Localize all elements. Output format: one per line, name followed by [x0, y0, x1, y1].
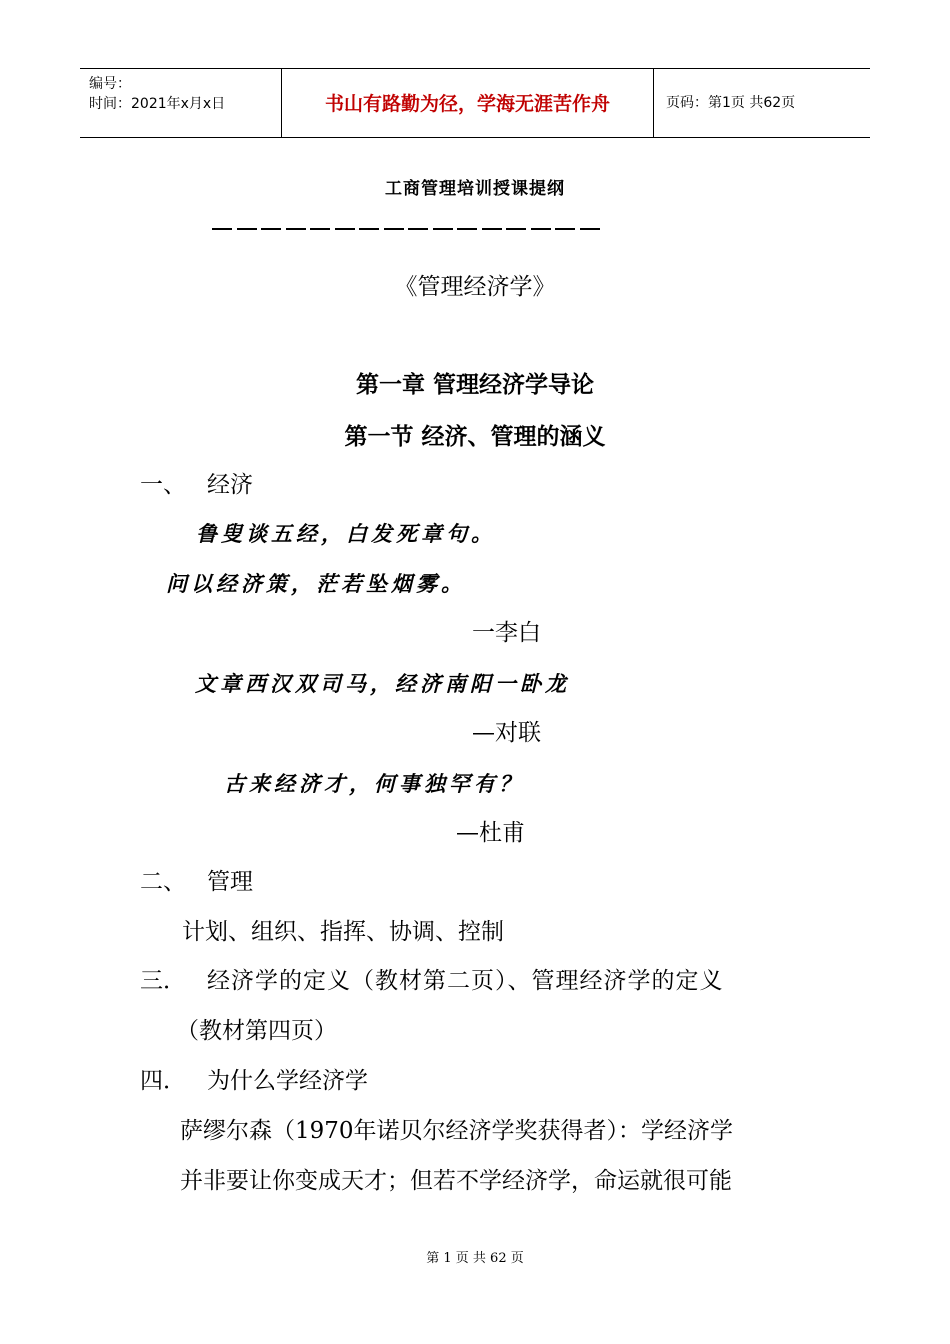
poem-line: 鲁叟谈五经，白发死章句。: [196, 521, 496, 546]
header-page-info: 页码：第1页 共62页: [666, 95, 796, 111]
item-heading: 为什么学经济学: [207, 1068, 368, 1094]
header-meta: [89, 74, 225, 114]
header-table: [80, 68, 870, 138]
item-continuation: （教材第四页）: [176, 1018, 337, 1044]
poem-author: —杜甫: [456, 820, 525, 846]
item-heading: 经济: [207, 472, 253, 498]
number-label: 编号：: [89, 76, 131, 92]
item-detail: 计划、组织、指挥、协调、控制: [182, 919, 504, 945]
poem-author: —对联: [472, 720, 541, 746]
section-heading: 第一节 经济、管理的涵义: [344, 424, 606, 450]
paragraph-line: 萨缪尔森（1970年诺贝尔经济学奖获得者）：学经济学: [180, 1118, 734, 1144]
page-footer: 第 1 页 共 62 页: [426, 1251, 524, 1266]
title-separator: [212, 228, 618, 234]
header-divider: [653, 69, 654, 137]
item-heading: 经济学的定义（教材第二页）、管理经济学的定义: [207, 968, 724, 994]
item-number: 一、: [140, 472, 186, 498]
paragraph-line: 并非要让你变成天才；但若不学经济学，命运就很可能: [180, 1168, 732, 1194]
item-number: 二、: [140, 869, 186, 895]
document-title: 工商管理培训授课提纲: [385, 179, 565, 199]
poem-line: 古来经济才，何事独罕有？: [224, 771, 524, 796]
chapter-heading: 第一章 管理经济学导论: [355, 372, 594, 398]
book-title: 《管理经济学》: [394, 274, 556, 300]
item-number: 三．: [140, 968, 186, 994]
poem-line: 文章西汉双司马，经济南阳一卧龙: [195, 671, 570, 696]
date-label: 时间：2021年x月x日: [89, 96, 226, 112]
poem-line: 问以经济策，茫若坠烟雾。: [166, 571, 466, 596]
item-number: 四．: [140, 1068, 186, 1094]
item-heading: 管理: [207, 869, 253, 895]
header-motto: 书山有路勤为径，学海无涯苦作舟: [324, 93, 610, 115]
poem-author: 一李白: [472, 620, 541, 646]
